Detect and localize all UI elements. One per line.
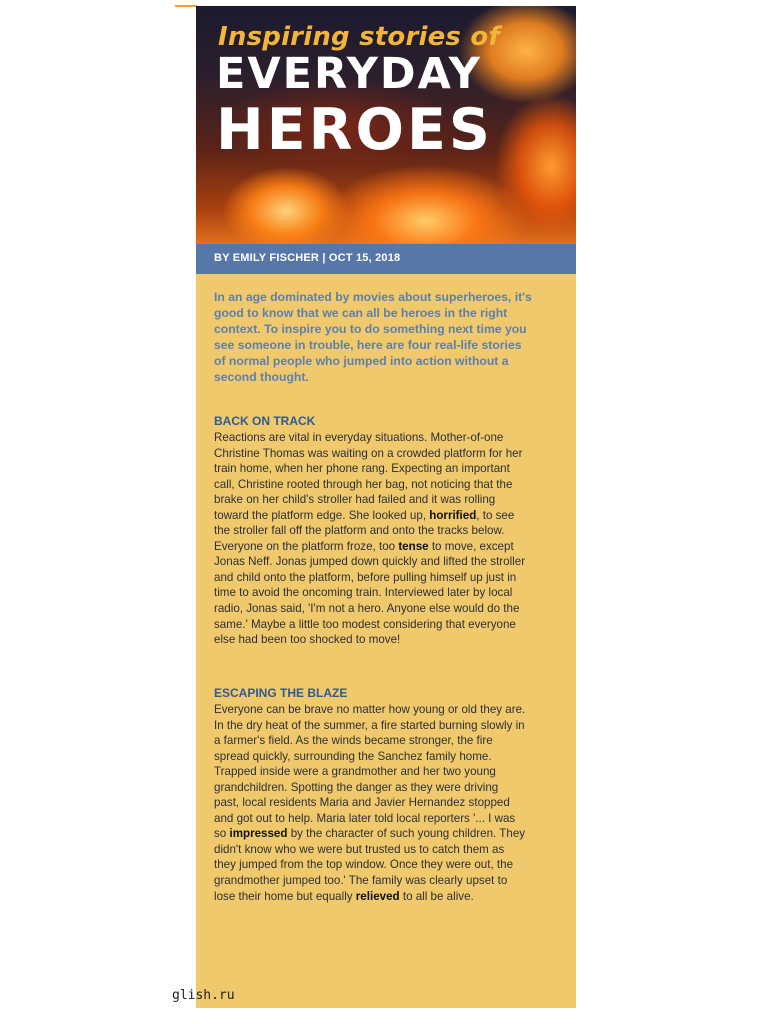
section-body-escaping-the-blaze — [214, 702, 526, 904]
vocab-word-impressed: impressed — [229, 827, 288, 841]
section-body-back-on-track — [214, 430, 526, 648]
vocab-word-relieved: relieved — [355, 889, 400, 903]
hero-kicker: Inspiring stories of — [218, 22, 500, 52]
body-text-span: Reactions are vital in everyday situations. Mother-of-one Christine Thomas was waiting on a crowded platform for her train home, when her phone rang. Expecting an important call, Christine rooted through her bag, not noticing that the brake on her child's stroller had failed and it was rolling toward the platform edge. She looked up, — [214, 431, 523, 522]
body-text-span: to move, except Jonas Neff. Jonas jumped down quickly and lifted the stroller and child onto the platform, before pulling himself up just in time to avoid the oncoming train. Interviewed later by local radio, Jonas said, 'I'm not a hero. Anyone else would do the same.' Maybe a little too modest considering that everyone else had been too shocked to move! — [214, 539, 526, 647]
vocab-word-tense: tense — [398, 539, 429, 553]
section-heading-back-on-track: BACK ON TRACK — [214, 414, 316, 428]
body-text-span: to all be alive. — [399, 889, 474, 903]
watermark-text: glish.ru — [172, 988, 235, 1003]
section-heading-escaping-the-blaze: ESCAPING THE BLAZE — [214, 686, 348, 700]
hero-title-line-2: HEROES — [216, 97, 493, 163]
article-page — [196, 6, 576, 1008]
body-text-span: by the character of such young children. They didn't know who we were but trusted us to catch them as they jumped from the top window. Once they were out, the grandmother jumped too.' The family was clearly upset to lose their home but equally — [214, 827, 526, 903]
intro-paragraph: In an age dominated by movies about superheroes, it's good to know that we can all be heroes in the right context. To inspire you to do something next time you see someone in trouble, here are four real-life stories of normal people who jumped into action without a second thought. — [214, 290, 532, 385]
hero-fire-image — [196, 6, 576, 244]
byline: BY EMILY FISCHER | OCT 15, 2018 — [214, 252, 401, 264]
body-text-span: , to see the stroller fall off the platform and onto the tracks below. Everyone on the platform froze, too — [214, 508, 515, 553]
top-accent-rule — [175, 5, 197, 7]
byline-bar — [196, 244, 576, 274]
body-text-span: Everyone can be brave no matter how young or old they are. In the dry heat of the summer, a fire started burning slowly in a farmer's field. As the winds became stronger, the fire spread quickly, surrounding the Sanchez family home. Trapped inside were a grandmother and her two young grandchildren. Spotting the danger as they were driving past, local residents Maria and Javier Hernandez stopped and got out to help. Maria later told local reporters '... I was so — [214, 703, 526, 841]
hero-title-line-1: EVERYDAY — [216, 49, 482, 99]
vocab-word-horrified: horrified — [429, 508, 477, 522]
